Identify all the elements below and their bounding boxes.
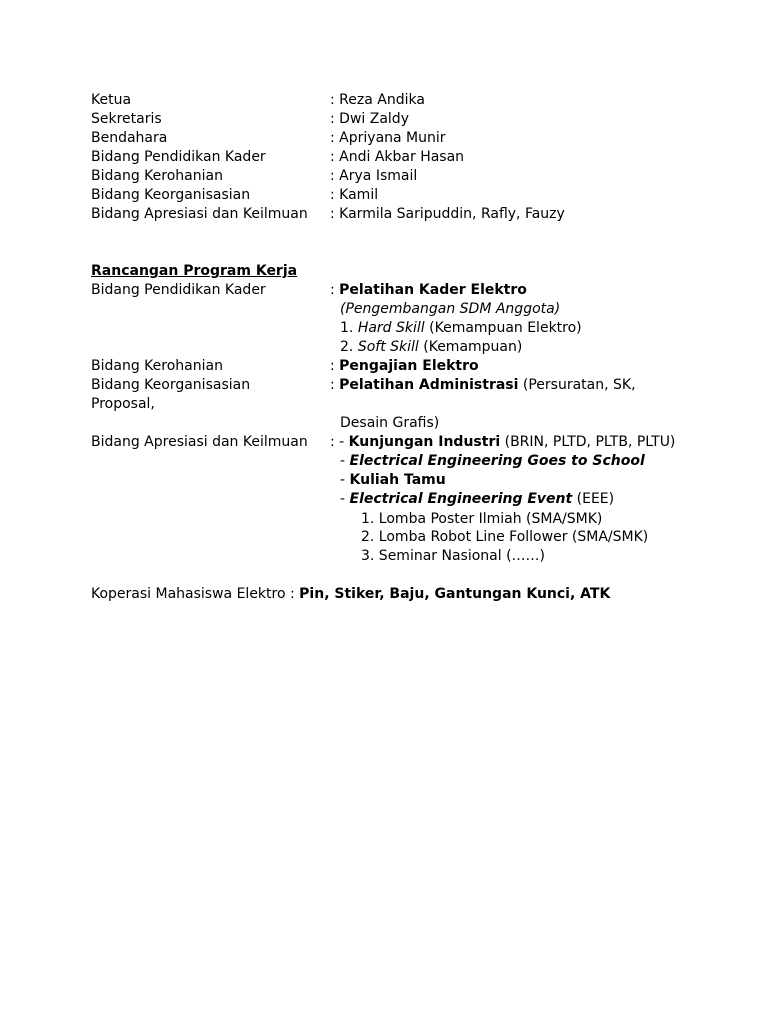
officer-role: Sekretaris: [91, 111, 162, 127]
separator: :: [330, 111, 335, 127]
officer-name: Apriyana Munir: [339, 130, 446, 146]
officer-name: Reza Andika: [339, 92, 425, 108]
separator: :: [330, 168, 335, 184]
separator: :: [330, 206, 335, 222]
officer-role: Bidang Kerohanian: [91, 168, 223, 184]
sub-list-item: 3. Seminar Nasional (……): [361, 548, 546, 564]
program-title: Pelatihan Kader Elektro: [339, 282, 527, 298]
program-title: Pengajian Elektro: [339, 358, 479, 374]
officer-name: Arya Ismail: [339, 168, 418, 184]
officer-role: Bendahara: [91, 130, 168, 146]
wrapped-text: Proposal,: [91, 396, 155, 412]
program-label-kerohanian: Bidang Kerohanian: [91, 358, 223, 374]
list-item: 1. Hard Skill (Kemampuan Elektro): [340, 320, 582, 336]
sub-list-item: 1. Lomba Poster Ilmiah (SMA/SMK): [361, 511, 603, 527]
document-page: Ketua : Reza Andika Sekretaris : Dwi Zaldy Bendahara : Apriyana Munir Bidang Pendidikan Kader : Andi Akbar Hasan Bidang Kerohanian : Arya Ismail Bidang Keorganisasian : Kamil Bidang Apresiasi dan Keilmuan : Karmila Saripuddin, Rafly, Fauzy Rancangan Program Kerja Bidang Pendidikan Kader : Pelatihan Kader Elektro (Pengembangan SDM Anggota) 1. Hard Skill (Kemampuan Elektro) 2. Soft Skill (Kemampuan) Bidang Kerohanian : Pengajian Elektro Bidang Keorganisasian : Pelatihan Administrasi (Persuratan, SK, Proposal, Desain Grafis) Bidang Apresiasi dan Keilmuan : - Kunjungan Industri (BRIN, PLTD, PLTB, PLTU) - Electrical Engineering Goes to School - Kuliah Tamu - Electrical Engineering Event (EEE) 1. Lomba Poster Ilmiah (SMA/SMK) 2. Lomba Robot Line Follower (SMA/SMK) 3. Seminar Nasional (……) Koperasi Mahasiswa Elektro : Pin, Stiker, Baju, Gantungan Kunci, ATK: [91, 92, 676, 602]
separator: :: [330, 358, 335, 374]
separator: :: [330, 282, 335, 298]
officer-name: Dwi Zaldy: [339, 111, 409, 127]
officer-role: Bidang Keorganisasian: [91, 187, 251, 203]
section-heading: Rancangan Program Kerja: [91, 263, 298, 279]
officer-name: Kamil: [339, 187, 379, 203]
separator: : -: [330, 434, 345, 450]
program-label-pendidikan: Bidang Pendidikan Kader: [91, 282, 266, 298]
separator: :: [330, 92, 335, 108]
list-item: - Electrical Engineering Goes to School: [340, 453, 645, 469]
separator: :: [330, 149, 335, 165]
officer-name: Karmila Saripuddin, Rafly, Fauzy: [339, 206, 565, 222]
officer-name: Andi Akbar Hasan: [339, 149, 465, 165]
program-subtitle: (Pengembangan SDM Anggota): [340, 301, 561, 317]
sub-list-item: 2. Lomba Robot Line Follower (SMA/SMK): [361, 529, 649, 545]
officer-role: Ketua: [91, 92, 132, 108]
separator: :: [330, 377, 335, 393]
program-label-apresiasi: Bidang Apresiasi dan Keilmuan: [91, 434, 308, 450]
list-item: : - Kunjungan Industri (BRIN, PLTD, PLTB, PLTU): [330, 434, 676, 450]
officer-role: Bidang Pendidikan Kader: [91, 149, 266, 165]
program-label-keorganisasian: Bidang Keorganisasian: [91, 377, 251, 393]
list-item: - Electrical Engineering Event (EEE): [340, 491, 615, 507]
separator: :: [330, 187, 335, 203]
wrapped-text: Desain Grafis): [340, 415, 440, 431]
list-item: 2. Soft Skill (Kemampuan): [340, 339, 523, 355]
koperasi-items: Pin, Stiker, Baju, Gantungan Kunci, ATK: [299, 586, 611, 602]
separator: :: [330, 130, 335, 146]
koperasi-label: Koperasi Mahasiswa Elektro :: [91, 586, 295, 602]
program-title: Pelatihan Administrasi: [339, 377, 519, 393]
koperasi-line: [91, 585, 610, 604]
list-item: - Kuliah Tamu: [340, 472, 446, 488]
officer-role: Bidang Apresiasi dan Keilmuan: [91, 206, 308, 222]
